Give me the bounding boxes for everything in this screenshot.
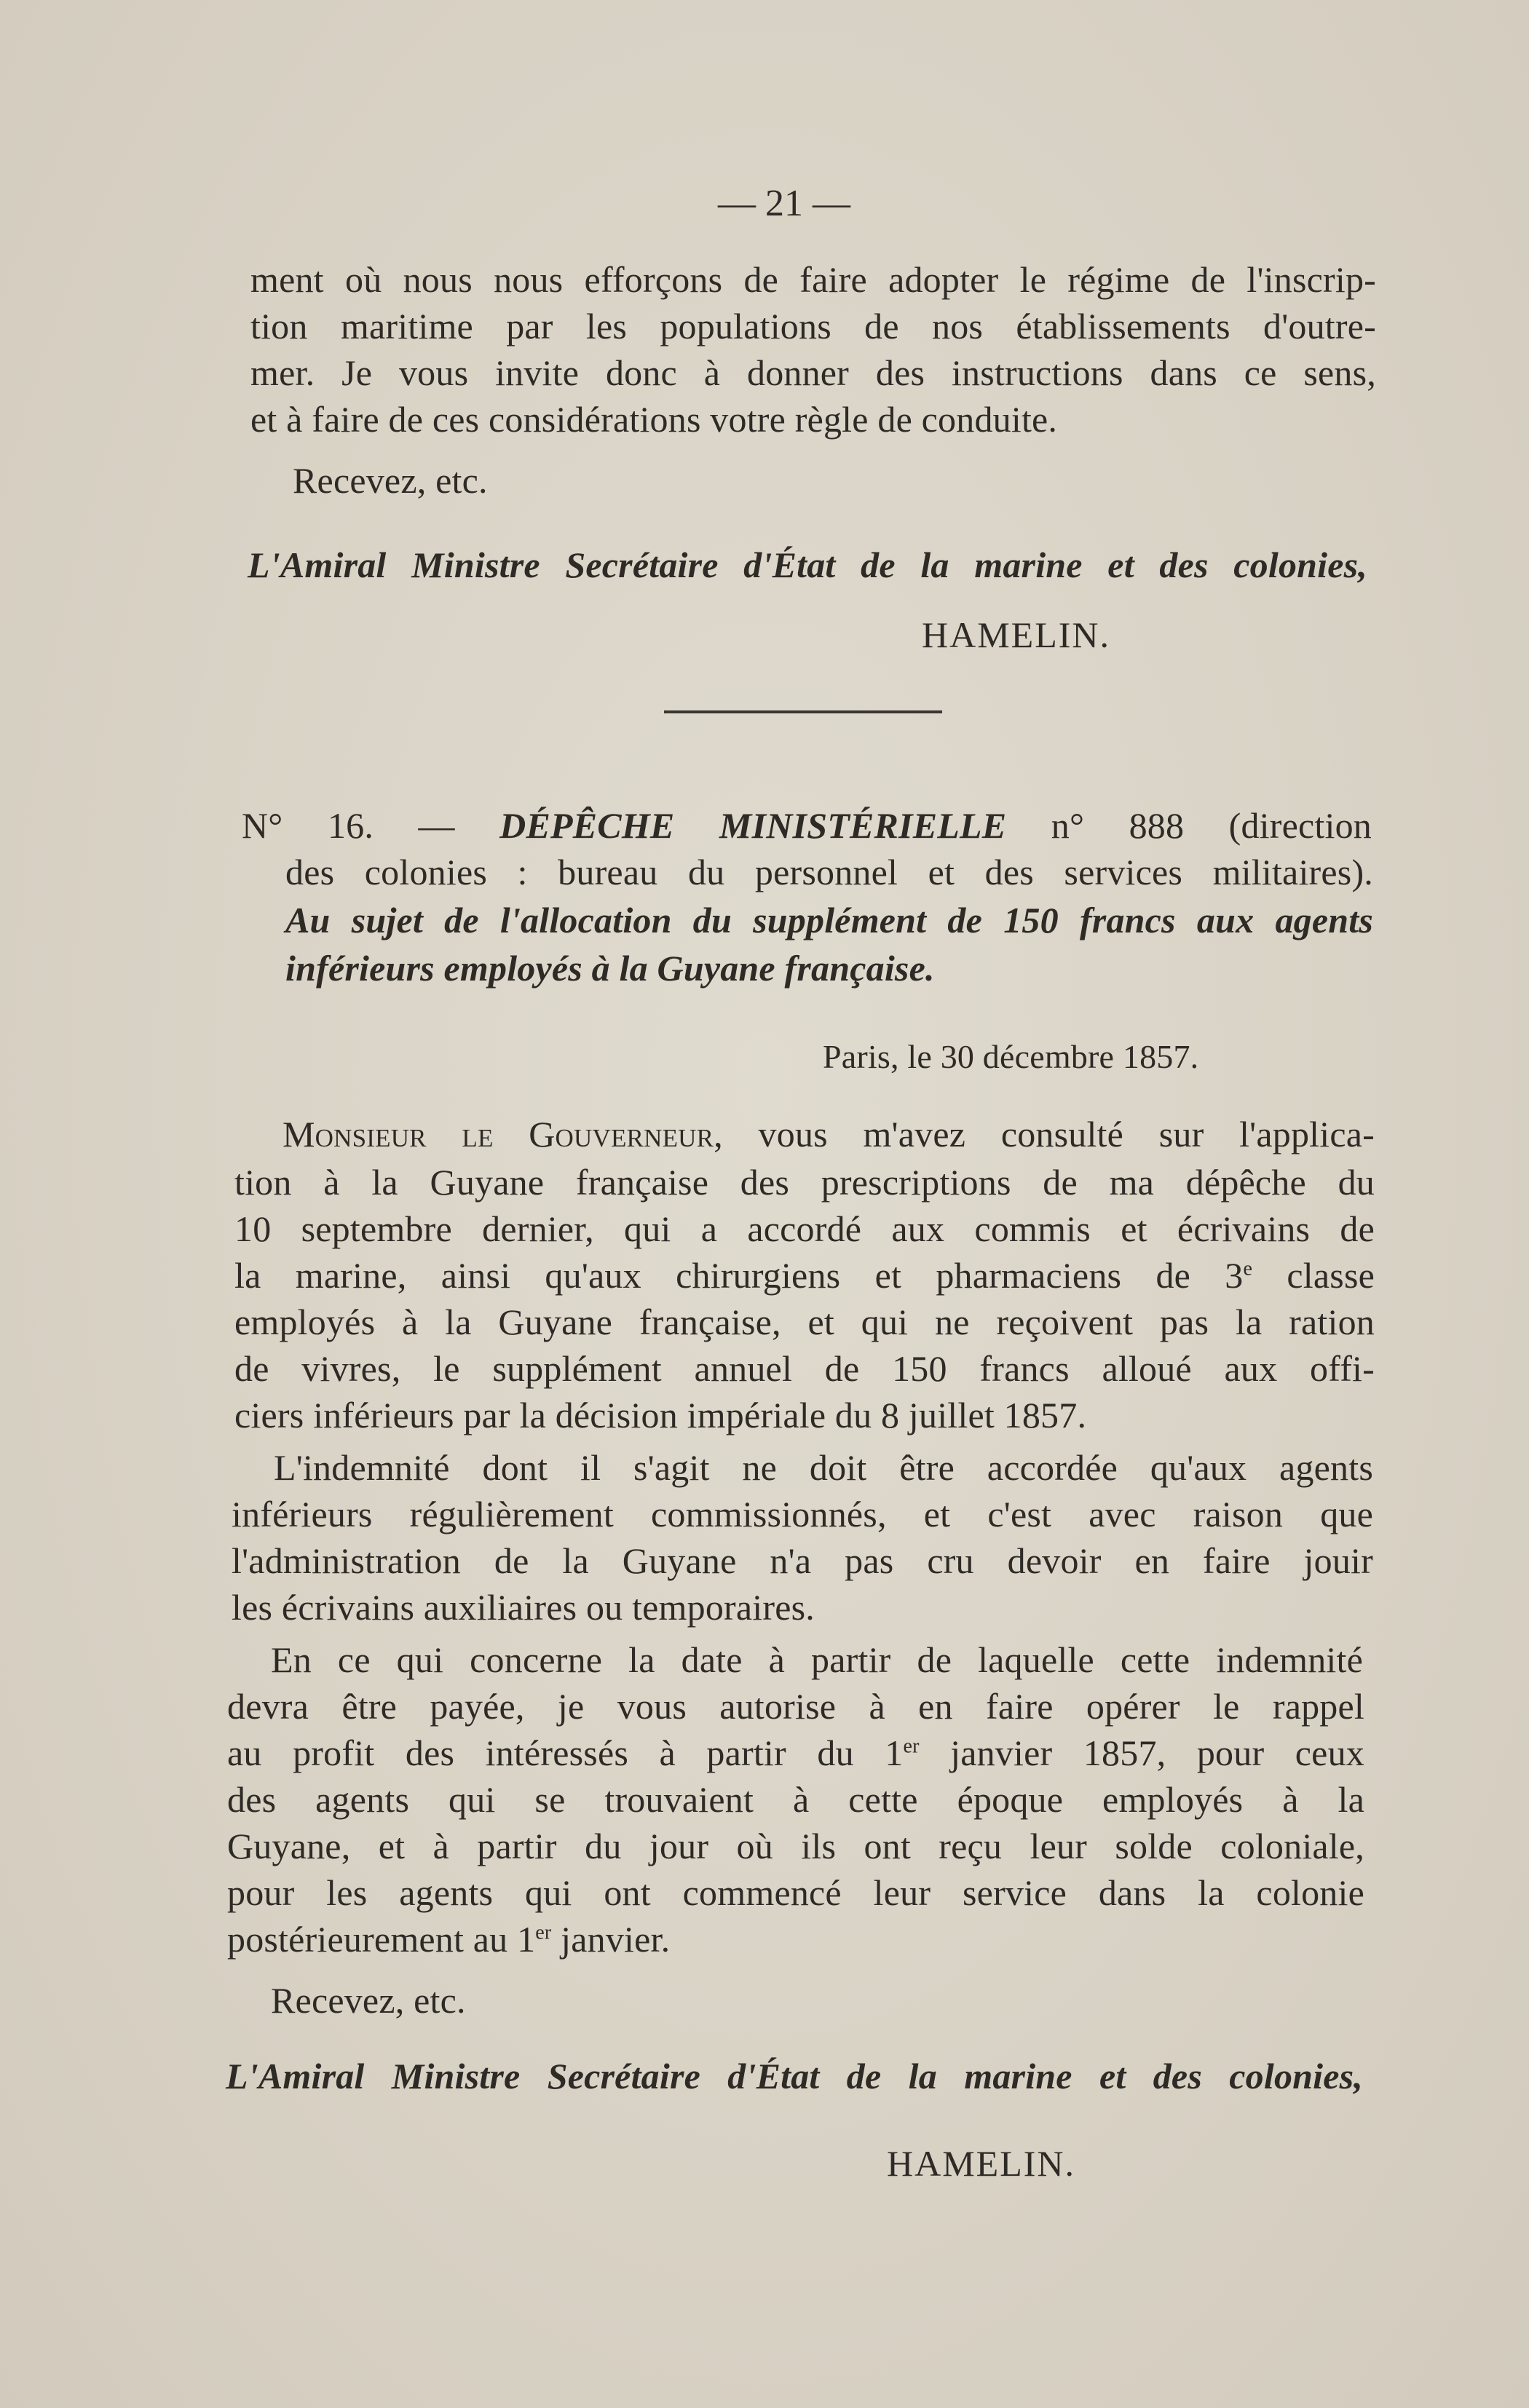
dispatch-subject: inférieurs employés à la Guyane française. xyxy=(285,948,935,989)
text-line: 10 septembre dernier, qui a accordé aux commis et écrivains de xyxy=(234,1208,1375,1249)
text-line: ciers inférieurs par la décision impériale du 8 juillet 1857. xyxy=(234,1395,1087,1435)
superscript: er xyxy=(535,1921,552,1944)
text-span: postérieurement au 1 xyxy=(227,1919,536,1960)
text-line: pour les agents qui ont commencé leur service dans la colonie xyxy=(227,1872,1364,1913)
signature-title: L'Amiral Ministre Secrétaire d'État de la marine et des colonies, xyxy=(226,2056,1363,2096)
text-line: inférieurs régulièrement commissionnés, et c'est avec raison que xyxy=(232,1494,1373,1534)
text-line: devra être payée, je vous autorise à en faire opérer le rappel xyxy=(227,1686,1364,1727)
text-line: ment où nous nous efforçons de faire adopter le régime de l'inscrip- xyxy=(250,259,1376,300)
closing-text: Recevez, etc. xyxy=(293,460,488,501)
text-line: des agents qui se trouvaient à cette époque employés à la xyxy=(227,1779,1364,1820)
dispatch-title: DÉPÊCHE MINISTÉRIELLE xyxy=(499,805,1007,846)
dispatch-reference: n° 888 (direction xyxy=(1051,805,1372,846)
text-span: la marine, ainsi qu'aux chirurgiens et pharmaciens de 3 xyxy=(234,1255,1244,1296)
text-span: janvier 1857, pour ceux xyxy=(950,1732,1364,1773)
text-line: En ce qui concerne la date à partir de laquelle cette indemnité xyxy=(271,1639,1363,1680)
dispatch-heading-line2: des colonies : bureau du personnel et des services militaires). xyxy=(285,852,1373,892)
dispatch-number: N° 16. — xyxy=(242,805,455,846)
signature-name: HAMELIN. xyxy=(922,614,1111,655)
text-span: janvier. xyxy=(561,1919,671,1960)
text-line: et à faire de ces considérations votre règle de conduite. xyxy=(250,399,1058,440)
closing-text: Recevez, etc. xyxy=(271,1980,466,2021)
text-line: mer. Je vous invite donc à donner des instructions dans ce sens, xyxy=(250,352,1376,393)
text-line: employés à la Guyane française, et qui ne reçoivent pas la ration xyxy=(234,1302,1375,1342)
superscript: e xyxy=(1243,1257,1253,1280)
signature-name: HAMELIN. xyxy=(887,2143,1076,2184)
text-span: au profit des intéressés à partir du 1 xyxy=(227,1732,904,1773)
dispatch-heading xyxy=(242,802,1372,849)
text-span: classe xyxy=(1287,1255,1375,1296)
text-line xyxy=(227,1730,1364,1776)
text-line: tion maritime par les populations de nos établissements d'outre- xyxy=(250,306,1376,346)
page-number: — 21 — xyxy=(718,183,850,224)
text-line: l'administration de la Guyane n'a pas cru devoir en faire jouir xyxy=(232,1540,1373,1581)
text-line: les écrivains auxiliaires ou temporaires. xyxy=(232,1587,815,1628)
separator-rule xyxy=(664,710,942,713)
text-line: tion à la Guyane française des prescriptions de ma dépêche du xyxy=(234,1162,1375,1203)
text-line: Guyane, et à partir du jour où ils ont reçu leur solde coloniale, xyxy=(227,1826,1364,1866)
dispatch-subject: Au sujet de l'allocation du supplément de 150 francs aux agents xyxy=(285,900,1373,940)
text-line xyxy=(234,1252,1375,1299)
text-line: de vivres, le supplément annuel de 150 francs alloué aux offi- xyxy=(234,1348,1375,1389)
superscript: er xyxy=(903,1735,920,1758)
signature-title: L'Amiral Ministre Secrétaire d'État de la marine et des colonies, xyxy=(248,544,1367,585)
text-span: , vous m'avez consulté sur l'applica- xyxy=(714,1114,1375,1155)
dateline: Paris, le 30 décembre 1857. xyxy=(823,1038,1199,1075)
text-line xyxy=(227,1916,670,1963)
text-line: L'indemnité dont il s'agit ne doit être accordée qu'aux agents xyxy=(274,1447,1373,1488)
text-line xyxy=(283,1111,1375,1157)
salutation: Monsieur le Gouverneur xyxy=(283,1114,714,1155)
